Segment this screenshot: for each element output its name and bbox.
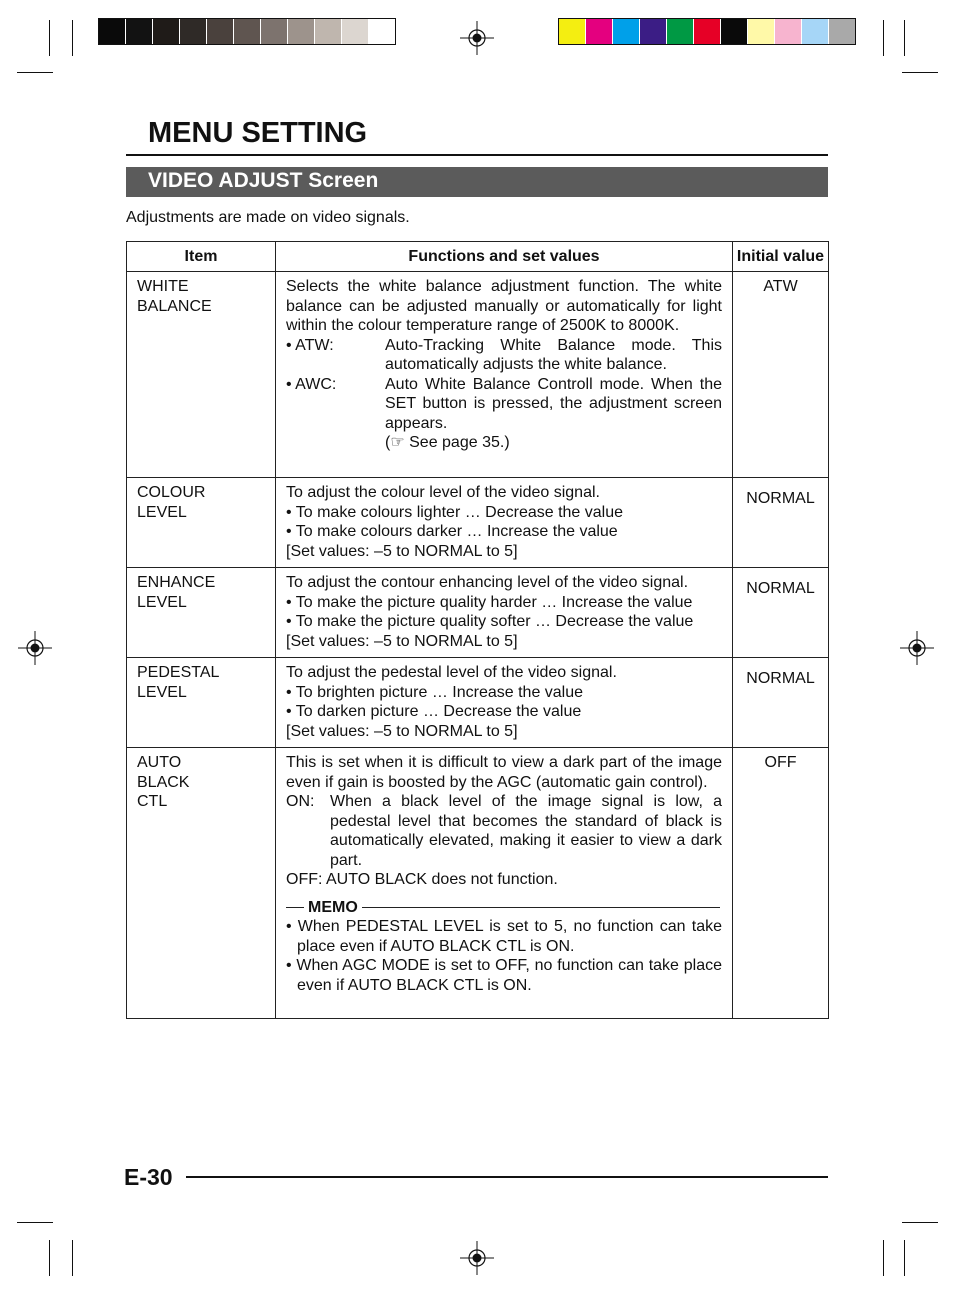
color-swatch [667,19,694,44]
footer-divider [186,1176,828,1178]
function-line: • To darken picture … Decrease the value [286,703,582,720]
item-name-line: LEVEL [137,503,187,521]
color-swatch [342,19,369,44]
color-swatch [829,19,855,44]
function-line: [Set values: –5 to NORMAL to 5] [286,722,518,740]
initial-value: NORMAL [733,658,829,748]
item-name-line: AUTO [137,754,182,771]
memo-label: MEMO [308,898,358,916]
initial-value: NORMAL [733,568,829,658]
function-line: • To make colours darker … Increase the value [286,523,618,540]
item-name-line: BLACK [137,773,190,791]
color-swatch [126,19,153,44]
item-name-line: BALANCE [137,297,212,315]
crop-mark [883,1240,884,1276]
option-key: ON: [286,793,315,810]
color-swatch [234,19,261,44]
registration-mark-icon [460,21,494,55]
color-swatch [288,19,315,44]
item-name-line: LEVEL [137,683,187,701]
item-cell [127,478,276,568]
page-title: MENU SETTING [148,117,368,149]
section-header-bar [126,167,828,197]
memo-rule [286,907,304,908]
option-on [286,792,722,870]
function-line: • To brighten picture … Increase the value [286,683,584,701]
crop-mark [17,72,53,73]
crop-mark [72,20,73,56]
color-swatch [99,19,126,44]
crop-mark [902,72,938,73]
table-row [127,478,829,568]
color-swatch [721,19,748,44]
item-name-line: COLOUR [137,484,206,501]
table-row [127,748,829,1019]
color-swatch [640,19,667,44]
color-swatch [315,19,342,44]
crop-mark [49,20,50,56]
column-header-item: Item [127,242,276,272]
item-name-line: CTL [137,793,168,810]
crop-mark [904,20,905,56]
table-row [127,272,829,478]
option-text: When a black level of the image signal is low, a pedestal level that becomes the standard of black is automatically elevated, making it easier to view a dark part. [330,793,722,869]
color-swatch [802,19,829,44]
function-line: To adjust the pedestal level of the video signal. [286,664,617,681]
crop-mark [49,1240,50,1276]
color-swatch [207,19,234,44]
color-swatch [180,19,207,44]
function-line: To adjust the colour level of the video signal. [286,484,600,501]
item-cell [127,568,276,658]
function-line: To adjust the contour enhancing level of the video signal. [286,574,689,591]
page-reference-text: (☞ See page 35.) [385,434,510,451]
registration-mark-icon [460,1241,494,1275]
crop-mark [17,1222,53,1223]
item-name-line: ENHANCE [137,574,216,591]
initial-value: OFF [733,748,829,1019]
function-cell [276,272,733,478]
color-swatch [559,19,586,44]
function-line: • To make the picture quality softer … Decrease the value [286,613,694,630]
color-swatch [369,19,395,44]
page-reference [286,433,722,453]
description-text: This is set when it is difficult to view a dark part of the image even if gain is boosted by the AGC (automatic gain control). [286,754,722,791]
function-cell [276,568,733,658]
column-header-initial: Initial value [733,242,829,272]
option-text: Auto White Balance Controll mode. When the SET button is pressed, the adjustment screen appears. [385,375,722,432]
column-header-functions: Functions and set values [276,242,733,272]
crop-mark [904,1240,905,1276]
function-cell [276,658,733,748]
memo-heading [286,898,722,918]
option-key: • AWC: [286,375,337,393]
intro-text: Adjustments are made on video signals. [126,209,410,226]
option-text: Auto-Tracking White Balance mode. This automatically adjusts the white balance. [385,336,722,373]
color-swatch [613,19,640,44]
settings-table [126,241,829,1019]
color-swatch [748,19,775,44]
initial-value: ATW [733,272,829,478]
item-cell [127,748,276,1019]
function-cell [276,478,733,568]
color-swatch [153,19,180,44]
function-line: • To make the picture quality harder … Increase the value [286,593,693,611]
color-swatch [586,19,613,44]
crop-mark [902,1222,938,1223]
function-cell [276,748,733,1019]
table-row [127,658,829,748]
table-header-row [127,242,829,272]
item-cell [127,658,276,748]
option-awc [286,375,722,434]
memo-rule [362,907,720,908]
title-divider [126,154,828,156]
function-line: [Set values: –5 to NORMAL to 5] [286,632,518,650]
registration-mark-icon [900,631,934,665]
item-cell [127,272,276,478]
crop-mark [883,20,884,56]
function-line: • To make colours lighter … Decrease the value [286,503,624,521]
section-title: VIDEO ADJUST Screen [148,169,379,192]
page-number: E-30 [124,1164,173,1190]
item-name-line: WHITE [137,278,189,295]
initial-value: NORMAL [733,478,829,568]
color-swatch [694,19,721,44]
grayscale-calibration-bar [98,18,396,45]
registration-mark-icon [18,631,52,665]
color-calibration-bar [558,18,856,45]
color-swatch [775,19,802,44]
crop-mark [72,1240,73,1276]
option-atw [286,336,722,375]
function-line: [Set values: –5 to NORMAL to 5] [286,542,518,560]
table-row [127,568,829,658]
color-swatch [261,19,288,44]
option-key: • ATW: [286,336,334,354]
option-off: OFF: AUTO BLACK does not function. [286,871,558,888]
description-text: Selects the white balance adjustment function. The white balance can be adjusted manually or automatically for light within the colour temperature range of 2500K to 8000K. [286,278,722,334]
memo-item: • When AGC MODE is set to OFF, no function can take place even if AUTO BLACK CTL is ON. [286,957,722,994]
item-name-line: LEVEL [137,593,187,611]
item-name-line: PEDESTAL [137,664,220,681]
memo-item: • When PEDESTAL LEVEL is set to 5, no function can take place even if AUTO BLACK CTL is ON. [286,918,722,955]
